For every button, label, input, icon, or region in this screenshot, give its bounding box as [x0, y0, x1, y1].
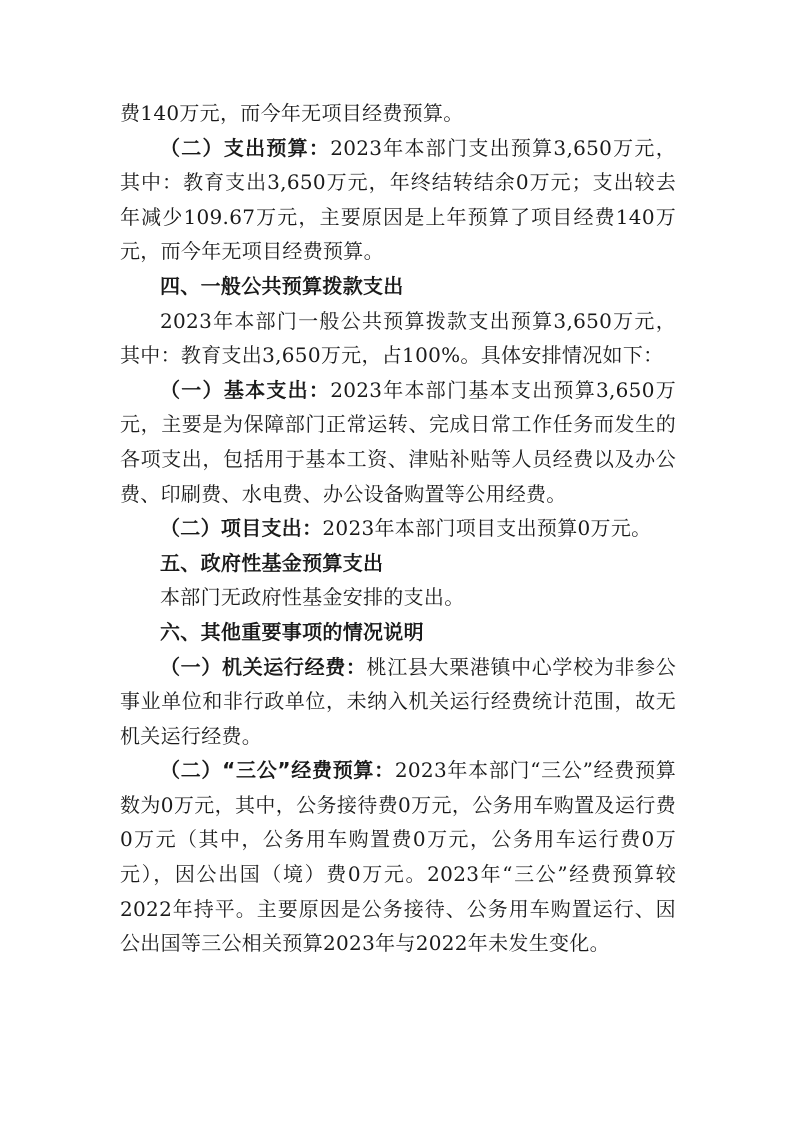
section-heading-5: 五、政府性基金预算支出 — [160, 550, 384, 575]
paragraph-lead: （二）支出预算： — [160, 135, 331, 160]
paragraph-lead: （二）“三公”经费预算： — [160, 758, 395, 783]
paragraph-basic-expenditure: （一）基本支出：2023年本部门基本支出预算3,650万元，主要是为保障部门正常运转、完成日常工作任务而发生的各项支出，包括用于基本工资、津贴补贴等人员经费以及办公费、印刷费、水电费、办公设备购置等公用经费。 — [120, 377, 677, 506]
paragraph-lead: （二）项目支出： — [160, 516, 323, 541]
paragraph-operating-expenses: （一）机关运行经费：桃江县大栗港镇中心学校为非参公事业单位和非行政单位，未纳入机关运行经费统计范围，故无机关运行经费。 — [120, 654, 677, 748]
paragraph-general-budget: 2023年本部门一般公共预算拨款支出预算3,650万元，其中：教育支出3,650万元，占100%。具体安排情况如下： — [120, 308, 676, 368]
paragraph-lead: （一）基本支出： — [160, 377, 331, 402]
document-body — [120, 96, 676, 961]
section-heading-6: 六、其他重要事项的情况说明 — [160, 619, 424, 644]
paragraph-expenditure-budget: （二）支出预算：2023年本部门支出预算3,650万元，其中：教育支出3,650万元，年终结转结余0万元；支出较去年减少109.67万元，主要原因是上年预算了项目经费140万元，而今年无项目经费预算。 — [120, 135, 677, 264]
paragraph-project-expenditure: （二）项目支出：2023年本部门项目支出预算0万元。 — [160, 516, 652, 541]
paragraph-continuation: 费140万元，而今年无项目经费预算。 — [120, 101, 464, 125]
paragraph-lead: （一）机关运行经费： — [160, 654, 367, 679]
paragraph-government-fund: 本部门无政府性基金安排的支出。 — [160, 585, 465, 610]
paragraph-three-public-expenses: （二）“三公”经费预算：2023年本部门“三公”经费预算数为0万元，其中，公务接待费0万元，公务用车购置及运行费0万元（其中，公务用车购置费0万元，公务用车运行费0万元），因公出国（境）费0万元。2023年“三公”经费预算较2022年持平。主要原因是公务接待、公务用车购置运行、因公出国等三公相关预算2023年与2022年未发生变化。 — [120, 758, 676, 956]
section-heading-4: 四、一般公共预算拨款支出 — [160, 273, 404, 298]
